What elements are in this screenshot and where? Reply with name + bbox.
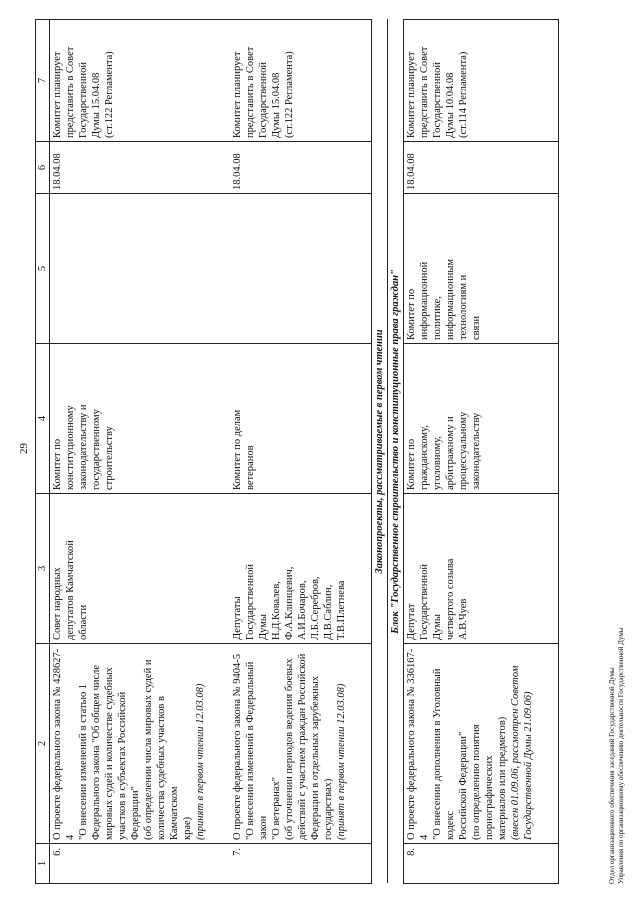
spacer-row [536,20,559,884]
committee-line: гражданскому, [419,425,430,490]
bill-title-line: мировых судей и количестве судебных [104,667,115,840]
author-cell [404,494,537,644]
column-number: 7 [36,20,50,142]
author-line: депутатов Камчатской [65,540,76,640]
co-committee-line: политике, [432,296,443,340]
result-line: (ст.122 Регламента) [284,51,295,138]
author-cell [230,494,349,644]
bill-title-line: участков в субъектах Российской Федерации" [117,691,141,840]
result-line: представить в Совет [65,46,76,138]
committee-line: процессуальному [458,411,469,490]
bill-title-line: (об уточнении периодов ведения боевых [284,658,295,840]
result-line: (ст.114 Регламента) [458,51,469,138]
author-line: Совет народных [52,567,63,640]
footer-line: Управления по организационному обеспечению деятельности Государственной Думы [617,627,625,884]
bill-status-note: (принят в первом чтении 12.03.08) [336,683,347,840]
column-number: 2 [36,644,50,844]
result-line: представить в Совет [419,46,430,138]
author-line: Ф.А.Клинцевич, [284,566,295,640]
bill-title-line: Федерального закона "Об общем числе [91,664,102,840]
spacer-row [349,20,372,884]
author-cell [50,494,209,644]
author-line: А.И.Бочаров, [297,580,308,640]
result-line: (ст.122 Регламента) [104,51,115,138]
bill-title-cell [50,644,209,844]
block-heading: Блок "Государственное строительство и конституционные права граждан" [388,20,404,884]
bill-title-line: Федерации в отдельных зарубежных [310,675,321,840]
co-committee-line: связи [471,315,482,340]
committee-line: ветеранов [245,445,256,490]
column-number: 4 [36,344,50,494]
date-cell: 18.04.08 [230,142,349,194]
page-number: 29 [18,443,30,454]
column-number: 5 [36,194,50,344]
author-line: Т.В.Плетнева [336,580,347,640]
committee-line: Комитет по [406,438,417,490]
author-line: Думы [432,614,443,640]
section-heading-row [372,20,388,884]
column-number: 1 [36,844,50,884]
column-number: 3 [36,494,50,644]
bill-title-line: количества судебных участков в Камчатском [156,696,180,840]
co-committee-line: Комитет по [406,288,417,340]
co-committee-line: информационной [419,261,430,340]
committee-cell [230,344,349,494]
bill-status-note: (принят в первом чтении 12.03.08) [195,683,206,840]
bill-title-cell [230,644,349,844]
bill-title-line: Российской Федерации" [458,731,469,840]
result-line: представить в Совет [245,46,256,138]
bill-title-line: (об определении числа мировых судей и [143,659,154,840]
co-committee-line: технологиям и [458,274,469,340]
column-number-row [36,20,50,884]
date-cell: 18.04.08 [50,142,209,194]
result-cell [50,20,209,142]
committee-line: конституционному [65,405,76,490]
committee-line: Комитет по [52,438,63,490]
committee-line: государственному [91,409,102,490]
author-line: Депутат [406,603,417,640]
bill-title-line: "О внесении изменений в статью 1 [78,683,89,840]
author-line: Государственной [245,564,256,640]
committee-cell [404,344,537,494]
table-row [230,20,349,884]
result-cell [404,20,537,142]
committee-cell [50,344,209,494]
bill-title-line: государствах) [323,778,334,840]
bill-status-note: Государственной Думы 21.09.06) [523,691,534,840]
table-row [50,20,209,884]
committee-line: законодательству [471,412,482,490]
bill-title-line: действий с участием граждан Российской [297,653,308,840]
date-cell: 18.04.08 [404,142,537,194]
footer-line: Отдел организационного обеспечения заседаний Государственной Думы [608,667,616,884]
co-committee-cell [230,194,349,344]
result-line: Государственной [258,62,269,138]
author-line: Думы [258,614,269,640]
table-row [404,20,537,884]
block-heading-row [388,20,404,884]
committee-line: строительству [104,426,115,490]
co-committee-cell [50,194,209,344]
result-line: Комитет планирует [232,51,243,138]
author-line: Н.Д.Ковалев, [271,581,282,640]
result-line: Государственной [78,62,89,138]
author-line: четвертого созыва [445,558,456,640]
bill-title-line: материалов или предметов) [497,716,508,840]
agenda-table [35,19,559,884]
result-line: Государственной [432,62,443,138]
committee-line: арбитражному и [445,416,456,490]
section-heading: Законопроекты, рассматриваемые в первом чтении [372,20,388,884]
bill-title-line: "О внесении дополнения в Уголовный кодекс [432,668,456,840]
committee-line: законодательству и [78,404,89,490]
bill-title-line: крае) [182,816,193,840]
result-line: Думы 15.04.08 [91,72,102,138]
bill-title-line: О проекте федерального закона № 336167-4 [406,648,430,840]
author-line: Государственной [419,564,430,640]
bill-title-line: "О внесении изменений в Федеральный закон [245,661,269,840]
result-line: Думы 15.04.08 [271,72,282,138]
spacer-row [208,20,230,884]
bill-title-line: (по определению понятия порнографических [471,724,495,840]
author-line: Д.В.Саблин, [323,584,334,640]
result-line: Комитет планирует [52,51,63,138]
author-line: Депутаты [232,596,243,640]
author-line: области [78,604,89,640]
co-committee-line: информационным [445,258,456,340]
row-number: 6. [50,844,209,884]
bill-title-line: "О ветеранах" [271,776,282,840]
bill-title-line: О проекте федерального закона № 9404-5 [232,653,243,840]
row-number: 8. [404,844,537,884]
result-cell [230,20,349,142]
committee-line: уголовному, [432,436,443,490]
committee-line: Комитет по делам [232,409,243,490]
result-line: Думы 10.04.08 [445,72,456,138]
author-line: Л.Б.Серебров, [310,576,321,640]
bill-title-line: О проекте федерального закона № 428627-4 [52,648,76,840]
co-committee-cell [404,194,537,344]
author-line: А.В.Чуев [458,598,469,640]
bill-status-note: (внесен 01.09.06, рассмотрен Советом [510,665,521,840]
row-number: 7. [230,844,349,884]
result-line: Комитет планирует [406,51,417,138]
bill-title-cell [404,644,537,844]
column-number: 6 [36,142,50,194]
